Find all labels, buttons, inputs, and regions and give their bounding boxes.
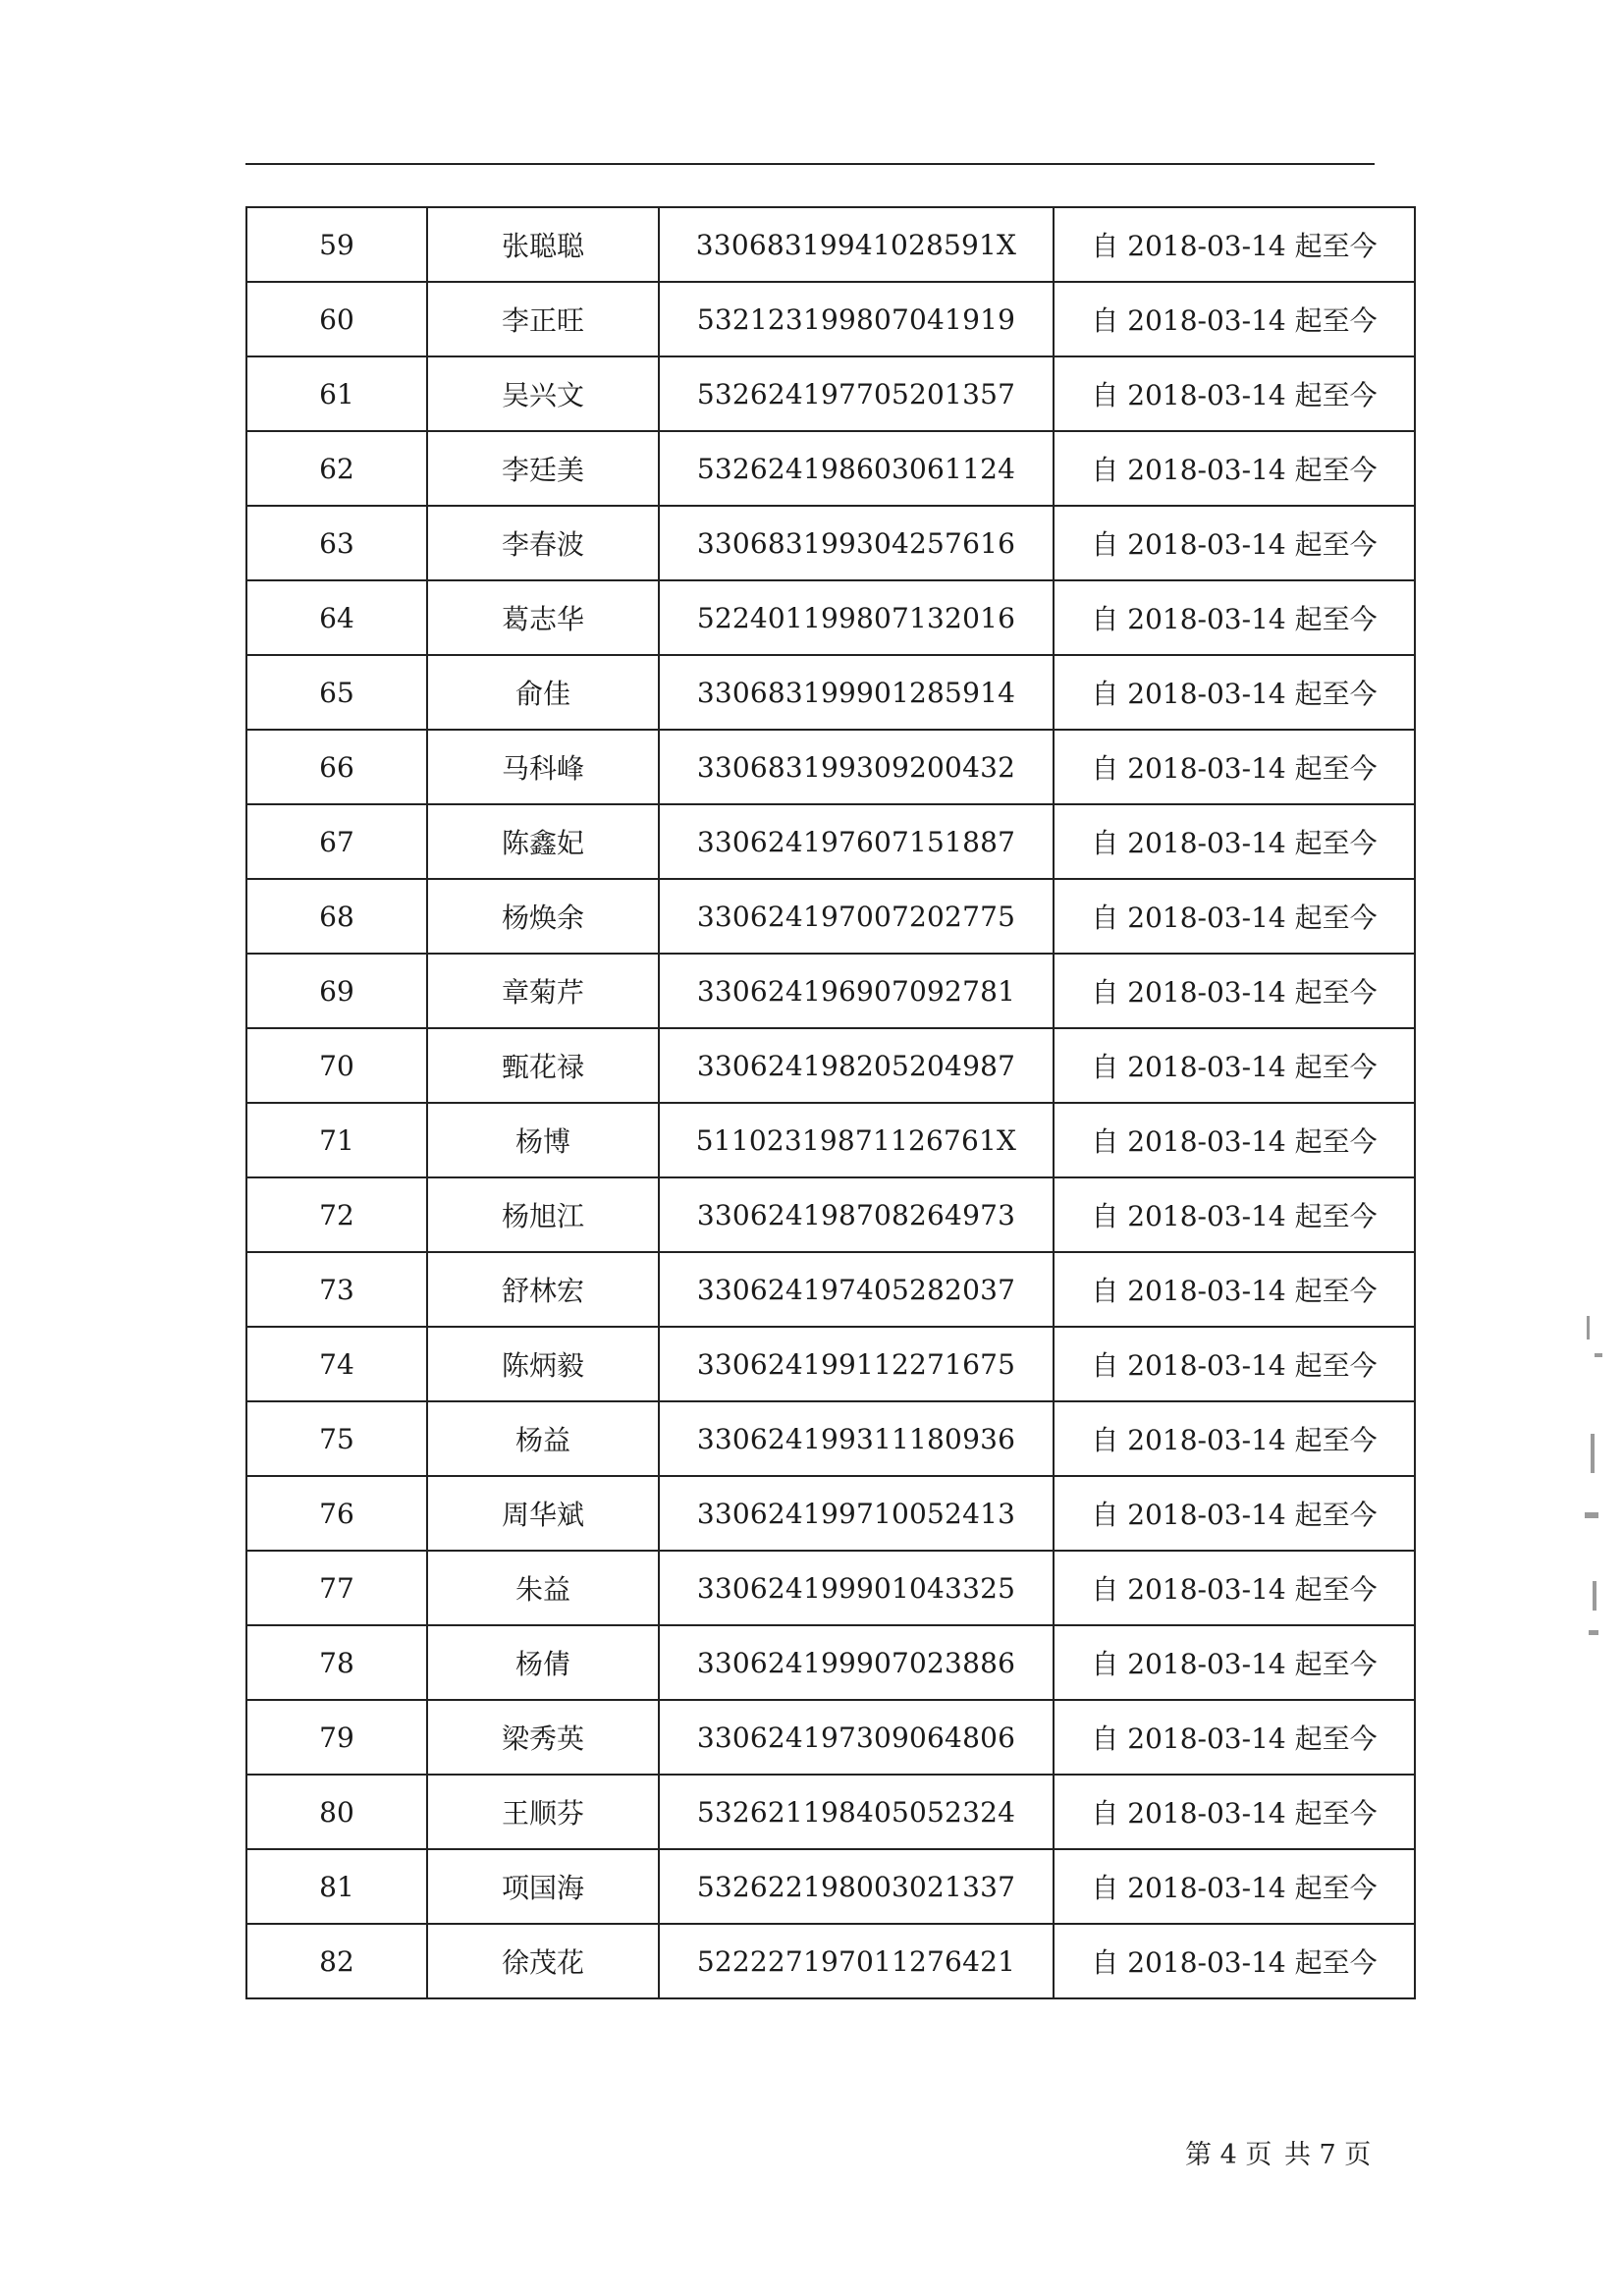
table-row: [246, 954, 1415, 1028]
cell-id-number: 330624196907092781: [659, 954, 1054, 1028]
cell-number: 70: [246, 1028, 427, 1103]
cell-period: 自 2018-03-14 起至今: [1054, 730, 1415, 804]
roster-table-body: [246, 207, 1415, 1998]
cell-number: 80: [246, 1775, 427, 1849]
header-rule: [245, 163, 1375, 165]
cell-number: 81: [246, 1849, 427, 1924]
cell-id-number: 330624199112271675: [659, 1327, 1054, 1401]
cell-id-number: 532624197705201357: [659, 356, 1054, 431]
table-row: [246, 1625, 1415, 1700]
table-row: [246, 580, 1415, 655]
cell-id-number: 330624198205204987: [659, 1028, 1054, 1103]
cell-period: 自 2018-03-14 起至今: [1054, 1849, 1415, 1924]
cell-name: 项国海: [427, 1849, 659, 1924]
cell-name: 葛志华: [427, 580, 659, 655]
cell-number: 68: [246, 879, 427, 954]
cell-name: 陈鑫妃: [427, 804, 659, 879]
cell-period: 自 2018-03-14 起至今: [1054, 1252, 1415, 1327]
table-row: [246, 1849, 1415, 1924]
cell-name: 陈炳毅: [427, 1327, 659, 1401]
table-row: [246, 1775, 1415, 1849]
table-row: [246, 804, 1415, 879]
cell-number: 73: [246, 1252, 427, 1327]
cell-period: 自 2018-03-14 起至今: [1054, 1177, 1415, 1252]
cell-period: 自 2018-03-14 起至今: [1054, 1625, 1415, 1700]
cell-number: 61: [246, 356, 427, 431]
cell-period: 自 2018-03-14 起至今: [1054, 1775, 1415, 1849]
table-row: [246, 506, 1415, 580]
cell-period: 自 2018-03-14 起至今: [1054, 431, 1415, 506]
cell-name: 杨倩: [427, 1625, 659, 1700]
page-footer: [1183, 2133, 1373, 2171]
cell-id-number: 532624198603061124: [659, 431, 1054, 506]
cell-number: 72: [246, 1177, 427, 1252]
cell-id-number: 330624198708264973: [659, 1177, 1054, 1252]
cell-id-number: 330624199907023886: [659, 1625, 1054, 1700]
table-row: [246, 356, 1415, 431]
table-row: [246, 1028, 1415, 1103]
cell-name: 舒林宏: [427, 1252, 659, 1327]
table-row: [246, 1327, 1415, 1401]
cell-period: 自 2018-03-14 起至今: [1054, 356, 1415, 431]
cell-number: 69: [246, 954, 427, 1028]
cell-period: 自 2018-03-14 起至今: [1054, 580, 1415, 655]
cell-period: 自 2018-03-14 起至今: [1054, 282, 1415, 356]
roster-table: [245, 206, 1416, 1999]
cell-id-number: 330624197309064806: [659, 1700, 1054, 1775]
cell-number: 79: [246, 1700, 427, 1775]
cell-period: 自 2018-03-14 起至今: [1054, 207, 1415, 282]
cell-period: 自 2018-03-14 起至今: [1054, 879, 1415, 954]
table-row: [246, 655, 1415, 730]
cell-period: 自 2018-03-14 起至今: [1054, 804, 1415, 879]
cell-id-number: 532123199807041919: [659, 282, 1054, 356]
cell-id-number: 330624199710052413: [659, 1476, 1054, 1551]
table-row: [246, 1177, 1415, 1252]
cell-period: 自 2018-03-14 起至今: [1054, 506, 1415, 580]
cell-period: 自 2018-03-14 起至今: [1054, 1103, 1415, 1177]
cell-name: 李正旺: [427, 282, 659, 356]
cell-number: 66: [246, 730, 427, 804]
cell-period: 自 2018-03-14 起至今: [1054, 1028, 1415, 1103]
cell-name: 徐茂花: [427, 1924, 659, 1998]
cell-name: 朱益: [427, 1551, 659, 1625]
table-row: [246, 1103, 1415, 1177]
cell-id-number: 522401199807132016: [659, 580, 1054, 655]
cell-number: 75: [246, 1401, 427, 1476]
cell-name: 吴兴文: [427, 356, 659, 431]
cell-id-number: 522227197011276421: [659, 1924, 1054, 1998]
cell-name: 杨益: [427, 1401, 659, 1476]
table-row: [246, 1551, 1415, 1625]
cell-period: 自 2018-03-14 起至今: [1054, 954, 1415, 1028]
cell-number: 63: [246, 506, 427, 580]
cell-number: 67: [246, 804, 427, 879]
cell-period: 自 2018-03-14 起至今: [1054, 1924, 1415, 1998]
scan-edge-marks: [1581, 1316, 1610, 1689]
cell-name: 俞佳: [427, 655, 659, 730]
cell-id-number: 330683199901285914: [659, 655, 1054, 730]
cell-name: 李春波: [427, 506, 659, 580]
cell-period: 自 2018-03-14 起至今: [1054, 655, 1415, 730]
table-row: [246, 207, 1415, 282]
cell-name: 梁秀英: [427, 1700, 659, 1775]
table-row: [246, 282, 1415, 356]
cell-name: 杨焕余: [427, 879, 659, 954]
cell-period: 自 2018-03-14 起至今: [1054, 1700, 1415, 1775]
cell-name: 甄花禄: [427, 1028, 659, 1103]
cell-period: 自 2018-03-14 起至今: [1054, 1551, 1415, 1625]
cell-id-number: 51102319871126761X: [659, 1103, 1054, 1177]
cell-number: 74: [246, 1327, 427, 1401]
cell-id-number: 330624197607151887: [659, 804, 1054, 879]
table-row: [246, 730, 1415, 804]
page-total: 共 7 页: [1283, 2140, 1372, 2170]
cell-name: 章菊芹: [427, 954, 659, 1028]
cell-name: 杨旭江: [427, 1177, 659, 1252]
roster-table-container: [245, 206, 1406, 1999]
cell-id-number: 532622198003021337: [659, 1849, 1054, 1924]
cell-period: 自 2018-03-14 起至今: [1054, 1476, 1415, 1551]
cell-name: 杨博: [427, 1103, 659, 1177]
cell-id-number: 330683199304257616: [659, 506, 1054, 580]
cell-id-number: 330624199311180936: [659, 1401, 1054, 1476]
cell-number: 60: [246, 282, 427, 356]
cell-period: 自 2018-03-14 起至今: [1054, 1327, 1415, 1401]
cell-id-number: 330624197007202775: [659, 879, 1054, 954]
table-row: [246, 1252, 1415, 1327]
cell-number: 64: [246, 580, 427, 655]
cell-id-number: 330683199309200432: [659, 730, 1054, 804]
cell-id-number: 532621198405052324: [659, 1775, 1054, 1849]
page-number: 第 4 页: [1185, 2140, 1272, 2170]
cell-period: 自 2018-03-14 起至今: [1054, 1401, 1415, 1476]
cell-number: 59: [246, 207, 427, 282]
table-row: [246, 1700, 1415, 1775]
table-row: [246, 431, 1415, 506]
table-row: [246, 879, 1415, 954]
cell-name: 周华斌: [427, 1476, 659, 1551]
cell-id-number: 330624199901043325: [659, 1551, 1054, 1625]
cell-number: 82: [246, 1924, 427, 1998]
cell-number: 78: [246, 1625, 427, 1700]
cell-name: 张聪聪: [427, 207, 659, 282]
table-row: [246, 1476, 1415, 1551]
table-row: [246, 1924, 1415, 1998]
cell-number: 62: [246, 431, 427, 506]
cell-name: 马科峰: [427, 730, 659, 804]
table-row: [246, 1401, 1415, 1476]
cell-id-number: 330624197405282037: [659, 1252, 1054, 1327]
cell-number: 77: [246, 1551, 427, 1625]
cell-number: 65: [246, 655, 427, 730]
cell-number: 76: [246, 1476, 427, 1551]
cell-id-number: 33068319941028591X: [659, 207, 1054, 282]
cell-name: 李廷美: [427, 431, 659, 506]
cell-name: 王顺芬: [427, 1775, 659, 1849]
cell-number: 71: [246, 1103, 427, 1177]
